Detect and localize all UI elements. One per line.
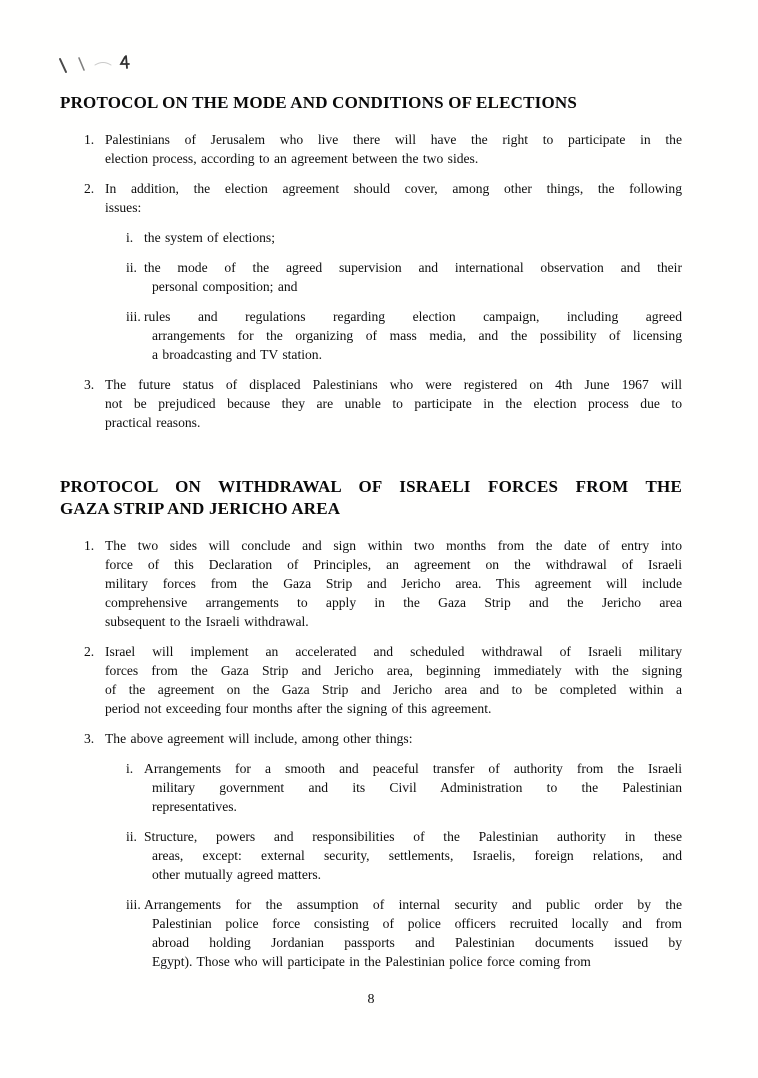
item-label: i. xyxy=(126,230,134,245)
list-item xyxy=(60,895,682,971)
text-line: force of this Declaration of Principles, an agreement on the withdrawal of Israeli xyxy=(105,557,682,572)
item-label: ii. xyxy=(126,260,137,275)
text-line: The two sides will conclude and sign within two months from the date of entry into xyxy=(105,538,682,553)
text-line: forces from the Gaza Strip and Jericho area, beginning immediately with the signing xyxy=(105,663,682,678)
item-lines xyxy=(105,536,682,631)
text-line: Arrangements for a smooth and peaceful transfer of authority from the Israeli xyxy=(144,761,682,776)
text-line: military forces from the Gaza Strip and Jericho area. This agreement will include xyxy=(105,576,682,591)
list-item xyxy=(60,130,682,168)
text-line: In addition, the election agreement should cover, among other things, the following xyxy=(105,181,682,196)
text-line: rules and regulations regarding election campaign, including agreed xyxy=(144,309,682,324)
item-lines xyxy=(144,307,682,364)
item-label: iii. xyxy=(126,309,141,324)
text-line: comprehensive arrangements to apply in the Gaza Strip and the Jericho area xyxy=(105,595,682,610)
item-lines xyxy=(105,642,682,718)
page-number: 8 xyxy=(367,992,375,1007)
item-lines xyxy=(144,895,682,971)
text-line: Israel will implement an accelerated and scheduled withdrawal of Israeli military xyxy=(105,644,682,659)
list-item xyxy=(60,729,682,748)
text-line: abroad holding Jordanian passports and Palestinian documents issued by xyxy=(152,935,682,950)
text-line: practical reasons. xyxy=(105,415,201,430)
item-label: iii. xyxy=(126,897,141,912)
list-item xyxy=(60,258,682,296)
text-line: issues: xyxy=(105,200,142,215)
list-item xyxy=(60,536,682,631)
list-item xyxy=(60,228,682,247)
protocol-section xyxy=(60,92,682,432)
text-line: representatives. xyxy=(152,799,237,814)
list-item xyxy=(60,827,682,884)
text-line: election process, according to an agreement between the two sides. xyxy=(105,151,479,166)
text-line: military government and its Civil Administration to the Palestinian xyxy=(152,780,682,795)
item-label: i. xyxy=(126,761,134,776)
list-item xyxy=(60,179,682,217)
text-line: the system of elections; xyxy=(144,230,275,245)
section-title-line: PROTOCOL ON WITHDRAWAL OF ISRAELI FORCES FROM THE xyxy=(60,477,682,496)
item-label: 1. xyxy=(84,538,95,553)
text-line: a broadcasting and TV station. xyxy=(152,347,322,362)
text-line: not be prejudiced because they are unable to participate in the election process due to xyxy=(105,396,682,411)
section-title xyxy=(60,92,682,114)
text-line: The above agreement will include, among other things: xyxy=(105,731,413,746)
text-line: Structure, powers and responsibilities of the Palestinian authority in these xyxy=(144,829,682,844)
text-line: Arrangements for the assumption of internal security and public order by the xyxy=(144,897,682,912)
item-lines xyxy=(144,827,682,884)
item-label: 1. xyxy=(84,132,95,147)
section-title-line: GAZA STRIP AND JERICHO AREA xyxy=(60,499,341,518)
text-line: Palestinian police force consisting of police officers recruited locally and from xyxy=(152,916,682,931)
protocol-section xyxy=(60,476,682,971)
section-title xyxy=(60,476,682,520)
text-line: other mutually agreed matters. xyxy=(152,867,322,882)
text-line: Palestinians of Jerusalem who live there will have the right to participate in the xyxy=(105,132,682,147)
item-lines xyxy=(105,375,682,432)
document-body xyxy=(60,92,682,971)
item-label: 2. xyxy=(84,181,95,196)
item-label: 3. xyxy=(84,377,95,392)
item-lines xyxy=(105,130,682,168)
text-line: the mode of the agreed supervision and international observation and their xyxy=(144,260,682,275)
text-line: personal composition; and xyxy=(152,279,298,294)
text-line: period not exceeding four months after the signing of this agreement. xyxy=(105,701,492,716)
text-line: of the agreement on the Gaza Strip and Jericho area and to be completed within a xyxy=(105,682,682,697)
list-item xyxy=(60,759,682,816)
pen-marks-icon xyxy=(55,52,139,80)
list-item xyxy=(60,307,682,364)
text-line: areas, except: external security, settlements, Israelis, foreign relations, and xyxy=(152,848,682,863)
item-lines xyxy=(105,729,682,748)
text-line: Egypt). Those who will participate in the Palestinian police force coming from xyxy=(152,954,591,969)
item-lines xyxy=(144,759,682,816)
section-title-line: PROTOCOL ON THE MODE AND CONDITIONS OF ELECTIONS xyxy=(60,93,578,112)
item-lines xyxy=(144,258,682,296)
item-label: 3. xyxy=(84,731,95,746)
text-line: The future status of displaced Palestinians who were registered on 4th June 1967 will xyxy=(105,377,682,392)
item-label: 2. xyxy=(84,644,95,659)
list-item xyxy=(60,642,682,718)
text-line: subsequent to the Israeli withdrawal. xyxy=(105,614,309,629)
item-lines xyxy=(105,179,682,217)
item-lines xyxy=(144,228,682,247)
list-item xyxy=(60,375,682,432)
item-label: ii. xyxy=(126,829,137,844)
text-line: arrangements for the organizing of mass media, and the possibility of licensing xyxy=(152,328,682,343)
